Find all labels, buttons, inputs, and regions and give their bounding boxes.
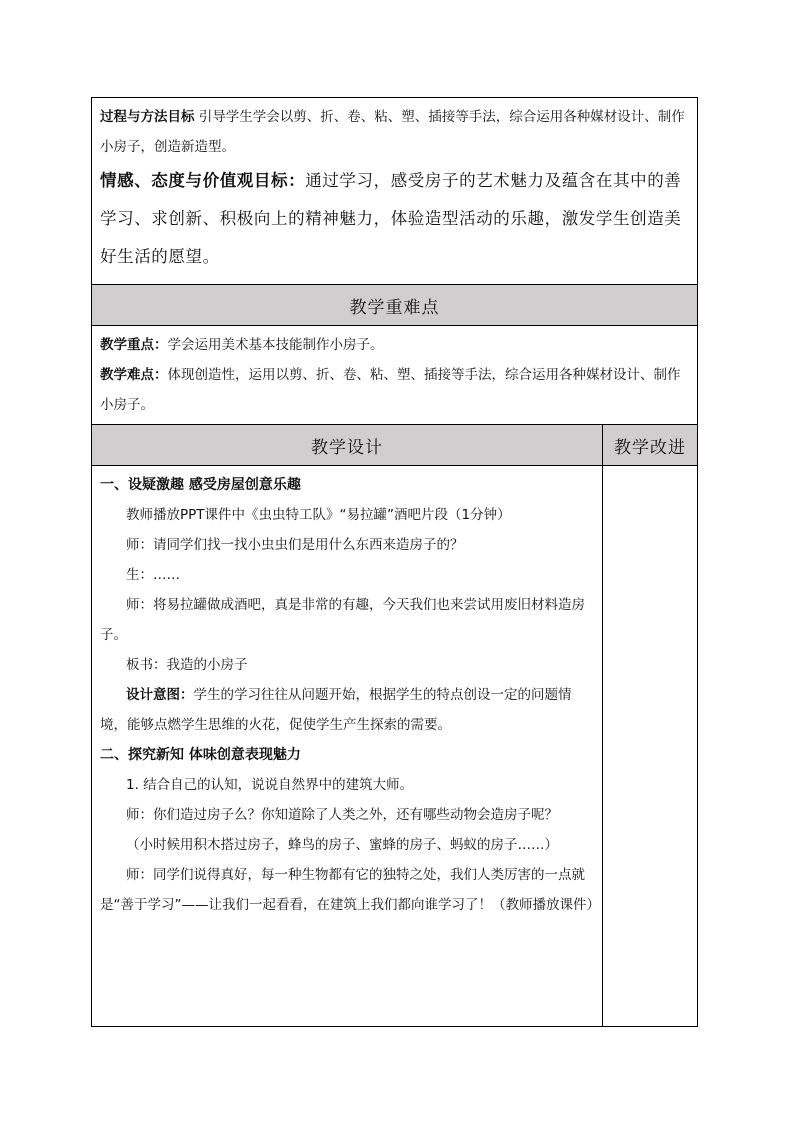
design-content-row [92,466,698,1027]
s2-paragraph-4: 师：同学们说得真好，每一种生物都有它的独特之处，我们人类厉害的一点就是“善于学习”——让我们一起看看，在建筑上我们都向谁学习了！（教师播放课件） [100,867,600,913]
s1-paragraph-3: 生：…… [126,567,180,583]
lesson-plan-page [91,97,697,1027]
teaching-difficulty [100,360,689,420]
teaching-difficulty-text: 体现创造性，运用以剪、折、卷、粘、塑、插接等手法，综合运用各种媒材设计、制作小房子。 [100,367,681,413]
s1-design-intent [100,680,594,740]
design-header-row [92,425,698,466]
teaching-focus-text: 学会运用美术基本技能制作小房子。 [167,337,384,353]
process-objective [100,102,689,162]
teaching-improvement-header: 教学改进 [603,425,698,466]
section2-title: 二、探究新知 体味创意表现魅力 [100,747,301,763]
s1-paragraph-5: 板书：我造的小房子 [126,657,248,673]
s1-paragraph-2: 师：请同学们找一找小虫虫们是用什么东西来造房子的？ [126,537,464,553]
teaching-focus-label: 教学重点： [100,337,168,353]
s2-paragraph-2: 师：你们造过房子么？你知道除了人类之外，还有哪些动物会造房子呢？ [126,807,558,823]
s2-paragraph-3: （小时候用积木搭过房子，蜂鸟的房子、蜜蜂的房子、蚂蚁的房子……） [126,837,558,853]
teaching-focus [100,330,689,360]
teaching-design-header: 教学设计 [92,425,603,466]
emotion-objective-text: 通过学习，感受房子的艺术魅力及蕴含在其中的善学习、求创新、积极向上的精神魅力，体验造型活动的乐趣，激发学生创造美好生活的愿望。 [100,171,682,266]
s1-paragraph-4: 师：将易拉罐做成酒吧，真是非常的有趣，今天我们也来尝试用废旧材料造房子。 [100,597,585,643]
section1-title: 一、设疑激趣 感受房屋创意乐趣 [100,477,301,493]
process-objective-label: 过程与方法目标 [100,109,195,125]
s1-paragraph-1: 教师播放PPT课件中《虫虫特工队》“易拉罐”酒吧片段（1分钟） [126,507,511,523]
key-points-header-row [92,285,698,326]
process-objective-text: 引导学生学会以剪、折、卷、粘、塑、插接等手法，综合运用各种媒材设计、制作小房子，创造新造型。 [100,109,685,155]
key-points-cell [92,326,698,425]
objectives-row [92,98,698,285]
teaching-improvement-cell [603,466,698,1027]
teaching-difficulty-label: 教学难点： [100,367,168,383]
objectives-cell [92,98,698,285]
design-intent-label: 设计意图： [126,687,194,703]
emotion-objective-label: 情感、态度与价值观目标： [100,171,306,190]
key-points-header: 教学重难点 [92,285,698,326]
key-points-row [92,326,698,425]
lesson-plan-table [91,97,698,1027]
teaching-design-cell [92,466,603,1027]
s2-paragraph-1: 1. 结合自己的认知，说说自然界中的建筑大师。 [126,777,414,793]
emotion-objective [100,162,689,276]
design-intent-text: 学生的学习往往从问题开始，根据学生的特点创设一定的问题情境，能够点燃学生思维的火花，促使学生产生探索的需要。 [100,687,572,733]
